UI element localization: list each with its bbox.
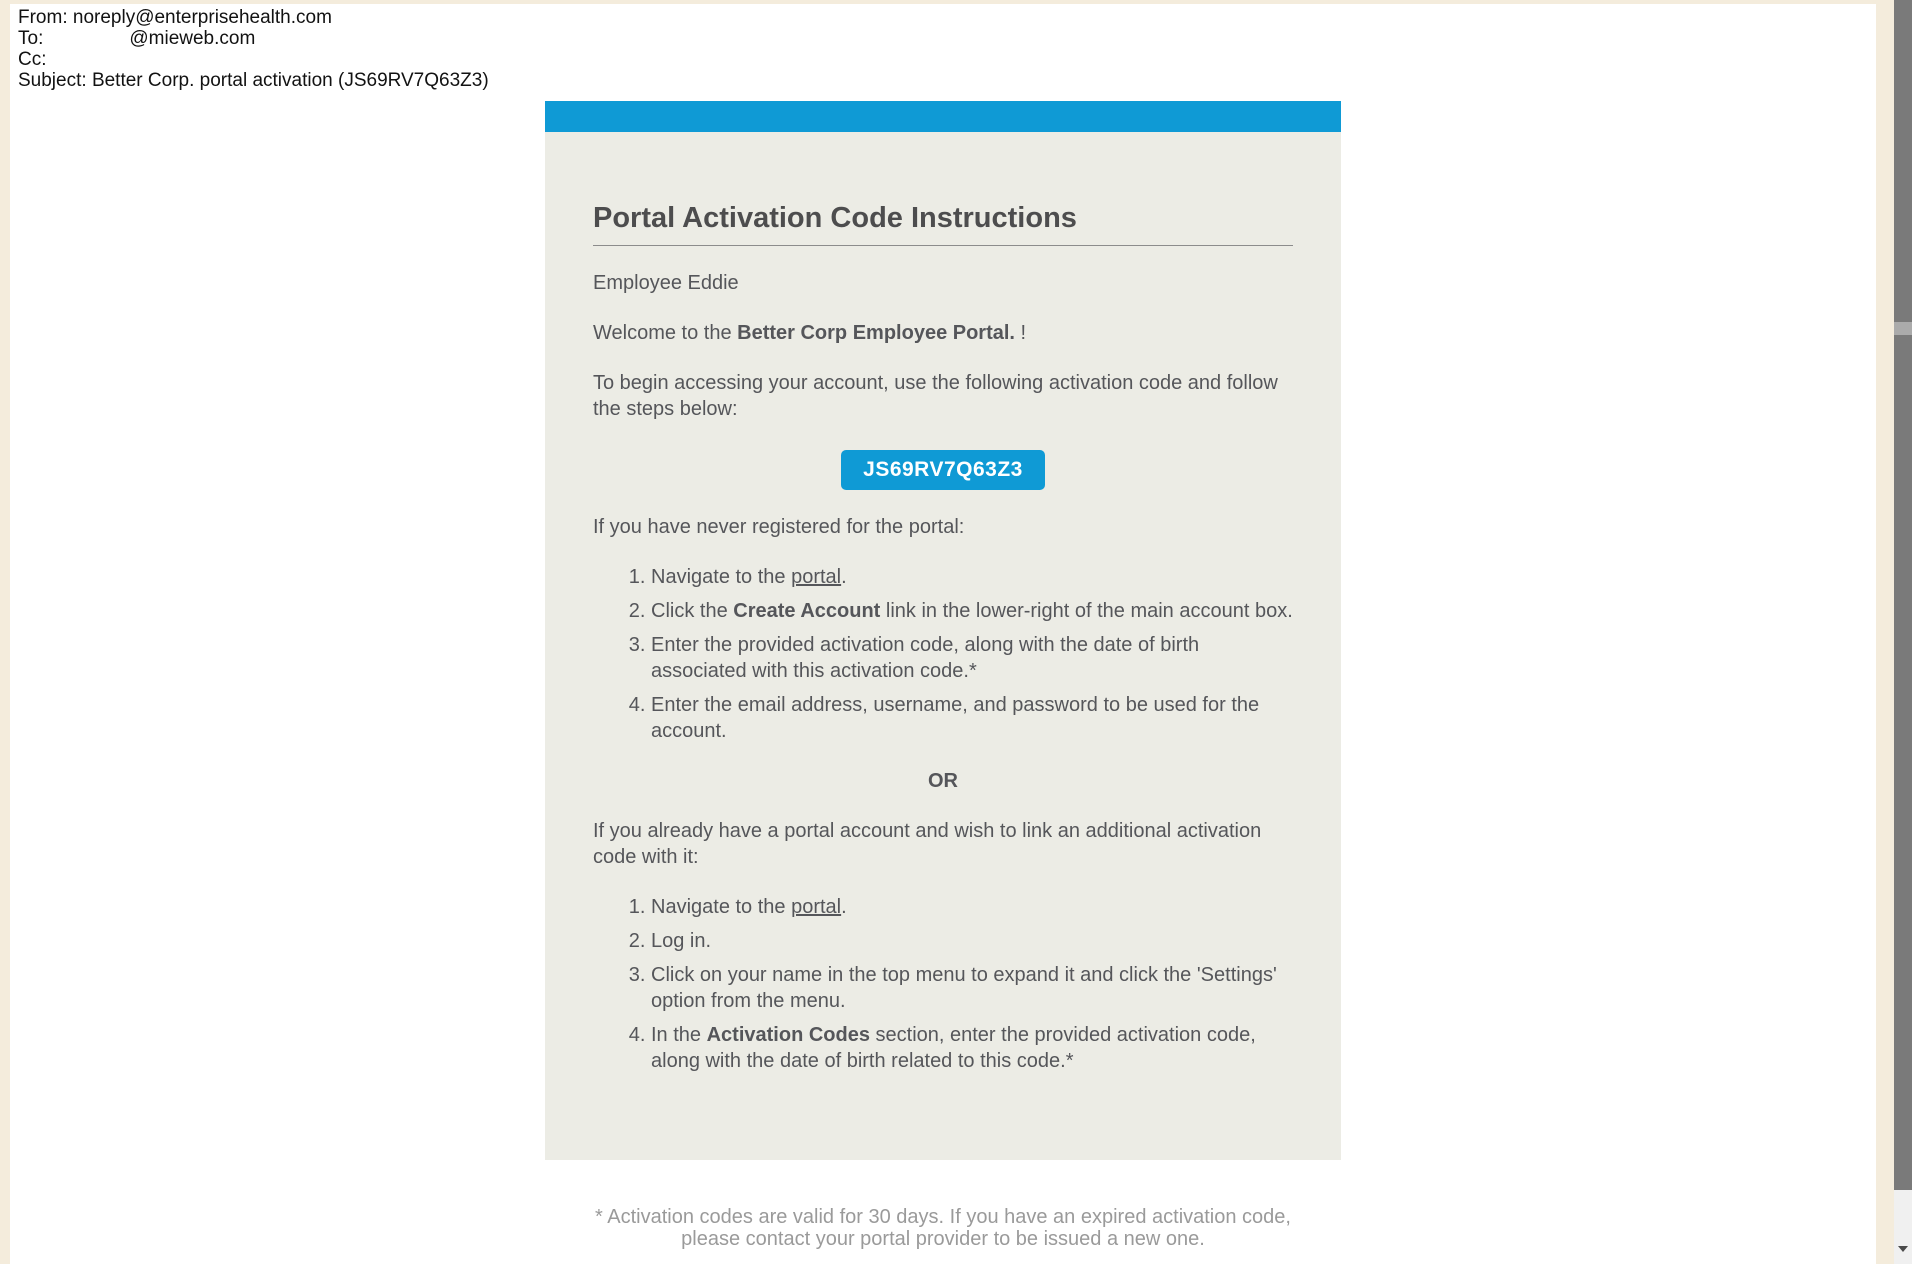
welcome-suffix: ! xyxy=(1014,322,1027,344)
step-item: 2. Click the Create Account link in the lower-right of the main account box. xyxy=(651,598,1293,624)
page-border-left xyxy=(0,0,10,1264)
from-value: noreply@enterprisehealth.com xyxy=(72,7,332,28)
to-label: To: xyxy=(18,28,44,49)
section1-heading: If you have never registered for the portal: xyxy=(593,516,965,538)
footnote xyxy=(545,1206,1341,1250)
portal-link[interactable]: portal xyxy=(791,896,842,918)
greeting: Employee Eddie xyxy=(593,272,739,294)
email-header-subject xyxy=(18,70,489,91)
section2-heading: If you already have a portal account and wish to link an additional activation code with it: xyxy=(593,820,1262,868)
intro-paragraph: To begin accessing your account, use the following activation code and follow the steps below: xyxy=(593,372,1278,420)
activation-code-row xyxy=(593,450,1293,490)
email-headers xyxy=(18,7,489,91)
scrollbar-track[interactable] xyxy=(1894,0,1912,1264)
footnote-text: * Activation codes are valid for 30 days. If you have an expired activation code, please contact your portal provider to be issued a new one. xyxy=(595,1206,1291,1250)
cc-label: Cc: xyxy=(18,49,47,70)
step-item: 1. Navigate to the portal. xyxy=(651,564,1293,590)
email-header-to xyxy=(18,28,489,49)
step-item: 2. Log in. xyxy=(651,928,1293,954)
step-item: 3. Enter the provided activation code, along with the date of birth associated with this activation code.* xyxy=(651,632,1293,684)
email-title: Portal Activation Code Instructions xyxy=(593,200,1293,246)
scrollbar-thumb[interactable] xyxy=(1894,322,1912,335)
email-card-body xyxy=(545,132,1341,1160)
welcome-portal-name: Better Corp Employee Portal. xyxy=(737,322,1015,344)
page-border-top xyxy=(0,0,1894,4)
welcome-prefix: Welcome to the xyxy=(593,322,738,344)
step-item: 3. Click on your name in the top menu to expand it and click the 'Settings' option from the menu. xyxy=(651,962,1293,1014)
email-card xyxy=(545,101,1341,1160)
step-item: 1. Navigate to the portal. xyxy=(651,894,1293,920)
step-bold-text: Activation Codes xyxy=(706,1024,870,1046)
scrollbar-down-button[interactable] xyxy=(1894,1190,1912,1264)
email-header-from xyxy=(18,7,489,28)
welcome-line xyxy=(593,320,1293,346)
step-item: 4. Enter the email address, username, and password to be used for the account. xyxy=(651,692,1293,744)
or-divider: OR xyxy=(928,770,958,792)
activation-code-badge: JS69RV7Q63Z3 xyxy=(841,450,1045,490)
link-code-steps-list xyxy=(593,894,1293,1074)
email-header-cc xyxy=(18,49,489,70)
subject-label: Subject: xyxy=(18,70,87,91)
from-label: From: xyxy=(18,7,68,28)
step-item: 4. In the Activation Codes section, enter the provided activation code, along with the date of birth related to this code.* xyxy=(651,1022,1293,1074)
subject-value: Better Corp. portal activation (JS69RV7Q63Z3) xyxy=(91,70,489,91)
email-card-header-bar xyxy=(545,101,1341,132)
chevron-down-icon xyxy=(1898,1246,1908,1252)
portal-link[interactable]: portal xyxy=(791,566,842,588)
step-bold-text: Create Account xyxy=(733,600,881,622)
registration-steps-list xyxy=(593,564,1293,744)
scrollbar-track-dark[interactable] xyxy=(1894,0,1912,1190)
page-border-right xyxy=(1876,0,1894,1264)
to-value: @mieweb.com xyxy=(129,28,256,49)
